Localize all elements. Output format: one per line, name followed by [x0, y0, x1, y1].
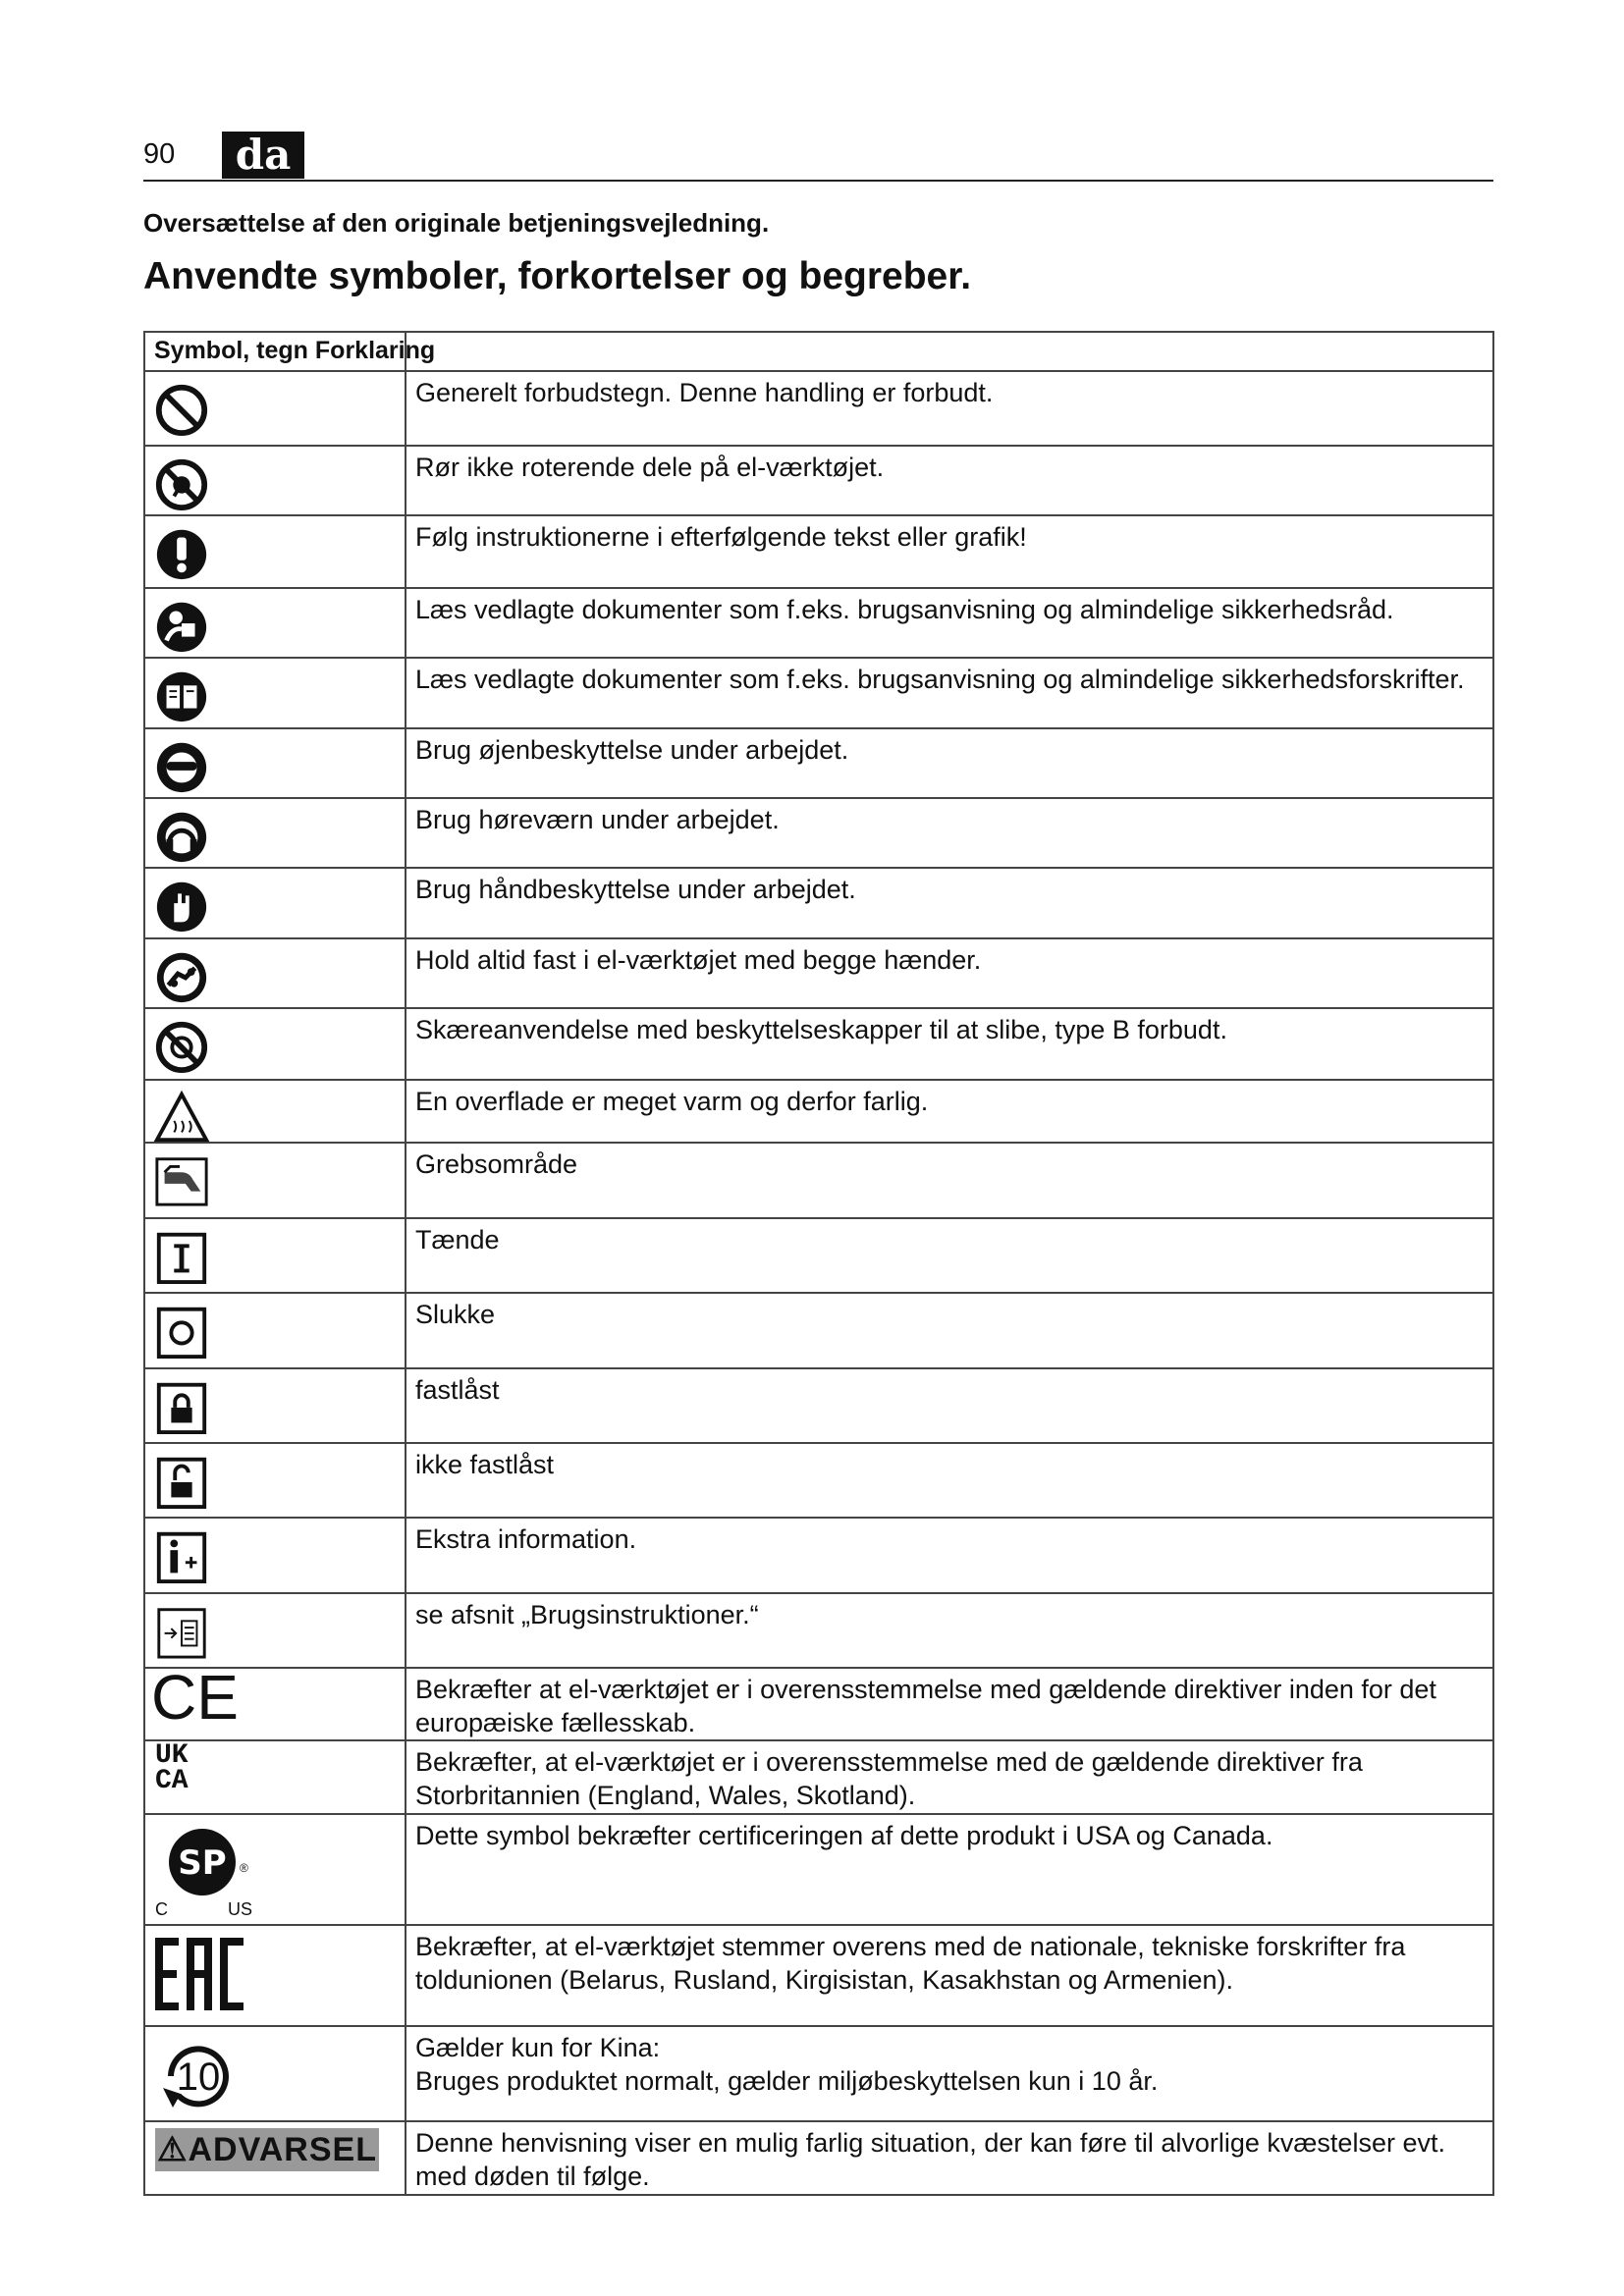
row-text: fastlåst	[406, 1368, 1493, 1443]
row-text: Gælder kun for Kina: Bruges produktet normalt, gælder miljøbeskyttelsen kun i 10 år.	[406, 2026, 1493, 2121]
row-text: Ekstra information.	[406, 1518, 1493, 1593]
table-row	[144, 2026, 1493, 2121]
row-text: Tænde	[406, 1218, 1493, 1293]
table-row	[144, 1293, 1493, 1368]
csa-mark-registered: ®	[240, 1861, 248, 1875]
csa-mark-icon	[149, 1817, 267, 1921]
power-off-icon	[153, 1302, 210, 1359]
row-text: Rør ikke roterende dele på el-værktøjet.	[406, 446, 1493, 515]
csa-mark-us: US	[228, 1899, 253, 1919]
grip-area-icon	[153, 1151, 210, 1208]
row-text: se afsnit „Brugsinstruktioner.“	[406, 1593, 1493, 1668]
info-icon	[153, 1526, 210, 1583]
power-on-icon	[153, 1227, 210, 1284]
header-rule	[143, 180, 1493, 182]
row-text: Læs vedlagte dokumenter som f.eks. brugsanvisning og almindelige sikkerhedsråd.	[406, 588, 1493, 658]
section-title: Anvendte symboler, forkortelser og begreber.	[143, 255, 972, 297]
table-row	[144, 1368, 1493, 1443]
hearing-protection-icon	[153, 807, 210, 864]
table-row	[144, 1814, 1493, 1925]
no-cutting-with-guard-icon	[153, 1017, 210, 1074]
row-text: Brug høreværn under arbejdet.	[406, 798, 1493, 868]
table-row	[144, 798, 1493, 868]
row-text: Følg instruktionerne i efterfølgende tekst eller grafik!	[406, 515, 1493, 588]
table-row	[144, 588, 1493, 658]
row-text: Denne henvisning viser en mulig farlig situation, der kan føre til alvorlige kvæstelser evt. med døden til følge.	[406, 2121, 1493, 2195]
header-cell-explanation	[406, 332, 1493, 371]
table-row	[144, 1143, 1493, 1218]
row-text: Brug øjenbeskyttelse under arbejdet.	[406, 728, 1493, 798]
table-row	[144, 1518, 1493, 1593]
prohibition-icon	[153, 380, 210, 437]
read-manual-icon	[153, 597, 210, 654]
row-text: Brug håndbeskyttelse under arbejdet.	[406, 868, 1493, 938]
table-header-text: Symbol, tegn Forklaring	[154, 337, 436, 364]
table-row	[144, 728, 1493, 798]
unlocked-icon	[153, 1452, 210, 1509]
table-row	[144, 1925, 1493, 2026]
table-row	[144, 1218, 1493, 1293]
hand-protection-icon	[153, 877, 210, 934]
row-text: Bekræfter, at el-værktøjet er i overensstemmelse med de gældende direktiver fra Storbritannien (England, Wales, Skotland).	[406, 1740, 1493, 1814]
table-row	[144, 371, 1493, 446]
table-row	[144, 1740, 1493, 1814]
eac-mark-icon	[153, 1934, 247, 2014]
table-row	[144, 1443, 1493, 1518]
language-tag: da	[222, 132, 304, 179]
table-row	[144, 868, 1493, 938]
ce-mark-icon: CE	[151, 1662, 239, 1733]
table-row	[144, 515, 1493, 588]
table-row	[144, 446, 1493, 515]
row-text: Skæreanvendelse med beskyttelseskapper til at slibe, type B forbudt.	[406, 1008, 1493, 1080]
read-safety-regulations-icon	[153, 667, 210, 723]
symbols-table	[143, 331, 1494, 2196]
row-text: Generelt forbudstegn. Denne handling er forbudt.	[406, 371, 1493, 446]
row-text: Slukke	[406, 1293, 1493, 1368]
see-instructions-icon	[153, 1602, 210, 1659]
csa-mark-c: C	[155, 1899, 168, 1919]
exclamation-icon	[153, 524, 210, 581]
china-10-years-icon	[151, 2029, 245, 2123]
warning-label-icon: ⚠ADVARSEL	[155, 2128, 379, 2171]
row-text: Grebsområde	[406, 1143, 1493, 1218]
row-text: Hold altid fast i el-værktøjet med begge hænder.	[406, 938, 1493, 1008]
table-row	[144, 1668, 1493, 1740]
row-text: En overflade er meget varm og derfor farlig.	[406, 1080, 1493, 1143]
table-row	[144, 658, 1493, 728]
table-row	[144, 938, 1493, 1008]
csa-mark-letters: SP	[178, 1843, 227, 1883]
china-10-years-number: 10	[176, 2056, 221, 2099]
eye-protection-icon	[153, 737, 210, 794]
row-text: Dette symbol bekræfter certificeringen af dette produkt i USA og Canada.	[406, 1814, 1493, 1925]
locked-icon	[153, 1377, 210, 1434]
table-row	[144, 2121, 1493, 2195]
no-touch-rotating-parts-icon	[153, 454, 210, 511]
table-row	[144, 1080, 1493, 1143]
two-hands-icon	[153, 947, 210, 1004]
document-subtitle: Oversættelse af den originale betjeningsvejledning.	[143, 208, 770, 238]
page-number: 90	[143, 138, 176, 170]
row-text: ikke fastlåst	[406, 1443, 1493, 1518]
row-text: Bekræfter at el-værktøjet er i overensstemmelse med gældende direktiver inden for det europæiske fællesskab.	[406, 1668, 1493, 1740]
row-text: Bekræfter, at el-værktøjet stemmer overens med de nationale, tekniske forskrifter fra toldunionen (Belarus, Rusland, Kirgisistan, Kasakhstan og Armenien).	[406, 1925, 1493, 2026]
row-text: Læs vedlagte dokumenter som f.eks. brugsanvisning og almindelige sikkerhedsforskrifter.	[406, 658, 1493, 728]
hot-surface-icon	[153, 1089, 210, 1146]
table-row	[144, 1593, 1493, 1668]
table-row	[144, 1008, 1493, 1080]
ukca-mark-icon: UK CA	[155, 1740, 189, 1796]
